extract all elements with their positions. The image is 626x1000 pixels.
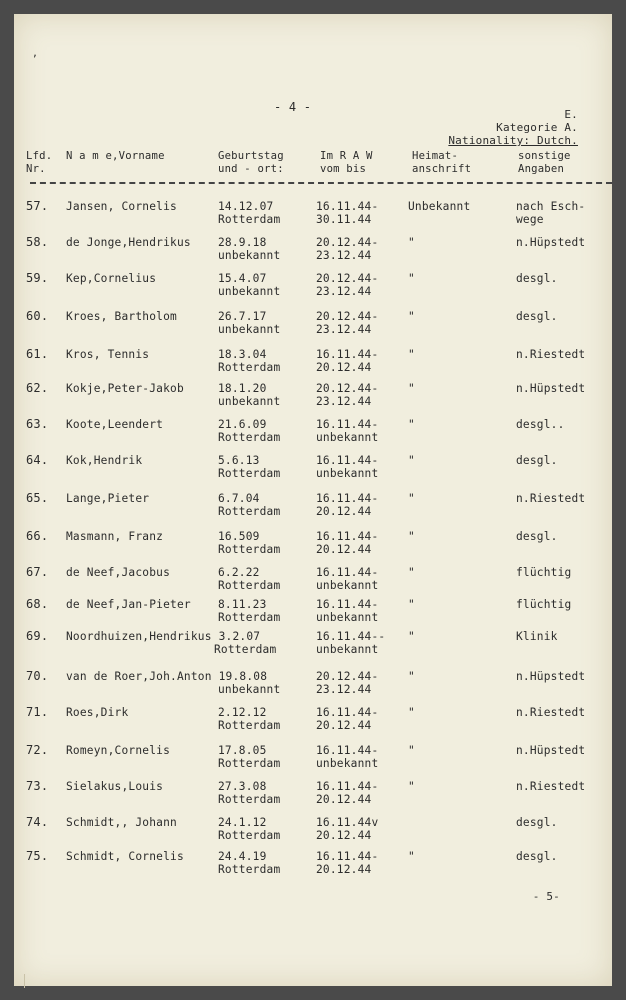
raw-from: 16.11.44- bbox=[316, 706, 379, 719]
home-address: " bbox=[408, 310, 415, 323]
raw-to: 23.12.44 bbox=[316, 395, 372, 408]
row-number: 74. bbox=[26, 815, 49, 829]
list-item bbox=[14, 670, 612, 704]
list-item bbox=[14, 598, 612, 632]
header-nr: Lfd. Nr. bbox=[26, 150, 53, 175]
birth-place: Rotterdam bbox=[218, 579, 281, 592]
person-name: Masmann, Franz bbox=[66, 530, 164, 543]
raw-from: 16.11.44- bbox=[316, 492, 379, 505]
raw-to: 20.12.44 bbox=[316, 719, 372, 732]
page-number: - 4 - bbox=[274, 100, 312, 114]
raw-to: 20.12.44 bbox=[316, 829, 372, 842]
home-address: " bbox=[408, 744, 415, 757]
raw-from: 16.11.44- bbox=[316, 530, 379, 543]
raw-from: 16.11.44- bbox=[316, 850, 379, 863]
raw-to: unbekannt bbox=[316, 431, 379, 444]
raw-from: 16.11.44-- bbox=[316, 630, 386, 643]
birth-date: 8.11.23 bbox=[218, 598, 267, 611]
category-label: Kategorie A. bbox=[496, 121, 578, 134]
home-address: " bbox=[408, 272, 415, 285]
birth-date: 24.1.12 bbox=[218, 816, 267, 829]
birth-date: 6.7.04 bbox=[218, 492, 260, 505]
row-number: 65. bbox=[26, 491, 49, 505]
birth-place: unbekannt bbox=[218, 683, 281, 696]
category-block bbox=[448, 108, 578, 147]
home-address: " bbox=[408, 382, 415, 395]
birth-date: 21.6.09 bbox=[218, 418, 267, 431]
birth-place: unbekannt bbox=[218, 323, 281, 336]
person-name: Kokje,Peter-Jakob bbox=[66, 382, 184, 395]
raw-to: unbekannt bbox=[316, 611, 379, 624]
list-item bbox=[14, 744, 612, 778]
home-address: " bbox=[408, 454, 415, 467]
remarks: desgl. bbox=[516, 530, 558, 543]
raw-to: unbekannt bbox=[316, 643, 379, 656]
birth-date: 15.4.07 bbox=[218, 272, 267, 285]
person-name: Kros, Tennis bbox=[66, 348, 150, 361]
person-name: Lange,Pieter bbox=[66, 492, 150, 505]
remarks: n.Hüpstedt bbox=[516, 382, 586, 395]
list-item bbox=[14, 310, 612, 344]
birth-place: Rotterdam bbox=[218, 467, 281, 480]
birth-place: Rotterdam bbox=[218, 757, 281, 770]
home-address: " bbox=[408, 566, 415, 579]
list-item bbox=[14, 630, 612, 664]
document-page bbox=[14, 14, 612, 986]
list-item bbox=[14, 200, 612, 234]
raw-to: 20.12.44 bbox=[316, 361, 372, 374]
list-item bbox=[14, 236, 612, 270]
raw-from: 20.12.44- bbox=[316, 310, 379, 323]
home-address: " bbox=[408, 670, 415, 683]
home-address: " bbox=[408, 418, 415, 431]
birth-place: unbekannt bbox=[218, 249, 281, 262]
list-item bbox=[14, 566, 612, 600]
person-name: Kep,Cornelius bbox=[66, 272, 157, 285]
raw-from: 16.11.44- bbox=[316, 454, 379, 467]
birth-date: 24.4.19 bbox=[218, 850, 267, 863]
list-item bbox=[14, 492, 612, 526]
remarks: desgl. bbox=[516, 454, 558, 467]
home-address: " bbox=[408, 706, 415, 719]
row-number: 57. bbox=[26, 199, 49, 213]
remarks: desgl. bbox=[516, 272, 558, 285]
home-address: " bbox=[408, 492, 415, 505]
remarks: n.Riestedt bbox=[516, 348, 586, 361]
remarks: flüchtig bbox=[516, 566, 572, 579]
list-item bbox=[14, 530, 612, 564]
list-item bbox=[14, 418, 612, 452]
list-item bbox=[14, 706, 612, 740]
raw-to: 20.12.44 bbox=[316, 505, 372, 518]
home-address: " bbox=[408, 630, 415, 643]
raw-from: 16.11.44- bbox=[316, 200, 379, 213]
row-number: 68. bbox=[26, 597, 49, 611]
person-name: Kok,Hendrik bbox=[66, 454, 143, 467]
dashed-rule bbox=[30, 182, 612, 184]
person-name: Noordhuizen,Hendrikus 3.2.07 bbox=[66, 630, 261, 643]
birth-date: 26.7.17 bbox=[218, 310, 267, 323]
next-page-marker: - 5- bbox=[532, 890, 560, 903]
home-address: " bbox=[408, 530, 415, 543]
raw-to: 23.12.44 bbox=[316, 323, 372, 336]
birth-place: Rotterdam bbox=[218, 719, 281, 732]
birth-date: 6.2.22 bbox=[218, 566, 260, 579]
raw-from: 20.12.44- bbox=[316, 272, 379, 285]
row-number: 64. bbox=[26, 453, 49, 467]
birth-place: Rotterdam bbox=[218, 431, 281, 444]
raw-to: unbekannt bbox=[316, 579, 379, 592]
remarks: n.Hüpstedt bbox=[516, 670, 586, 683]
raw-to: 20.12.44 bbox=[316, 543, 372, 556]
person-name: Schmidt,, Johann bbox=[66, 816, 177, 829]
remarks: nach Esch- wege bbox=[516, 200, 586, 226]
row-number: 60. bbox=[26, 309, 49, 323]
home-address: " bbox=[408, 236, 415, 249]
header-geburt: Geburtstag und - ort: bbox=[218, 150, 284, 175]
row-number: 67. bbox=[26, 565, 49, 579]
birth-place: Rotterdam bbox=[218, 829, 281, 842]
raw-from: 16.11.44- bbox=[316, 566, 379, 579]
list-item bbox=[14, 454, 612, 488]
birth-place: Rotterdam bbox=[218, 505, 281, 518]
birth-place: Rotterdam bbox=[218, 793, 281, 806]
person-name: de Jonge,Hendrikus bbox=[66, 236, 191, 249]
row-number: 58. bbox=[26, 235, 49, 249]
list-item bbox=[14, 272, 612, 306]
raw-to: 30.11.44 bbox=[316, 213, 372, 226]
person-name: Schmidt, Cornelis bbox=[66, 850, 184, 863]
person-name: Kroes, Bartholom bbox=[66, 310, 177, 323]
birth-date: 16.509 bbox=[218, 530, 260, 543]
birth-date: 5.6.13 bbox=[218, 454, 260, 467]
remarks: desgl. bbox=[516, 850, 558, 863]
person-name: de Neef,Jacobus bbox=[66, 566, 171, 579]
birth-place: unbekannt bbox=[218, 395, 281, 408]
raw-to: unbekannt bbox=[316, 467, 379, 480]
row-number: 72. bbox=[26, 743, 49, 757]
birth-date: 28.9.18 bbox=[218, 236, 267, 249]
row-number: 70. bbox=[26, 669, 49, 683]
remarks: n.Riestedt bbox=[516, 706, 586, 719]
remarks: n.Riestedt bbox=[516, 492, 586, 505]
remarks: desgl.. bbox=[516, 418, 565, 431]
raw-to: 20.12.44 bbox=[316, 793, 372, 806]
raw-from: 20.12.44- bbox=[316, 670, 379, 683]
remarks: flüchtig bbox=[516, 598, 572, 611]
remarks: desgl. bbox=[516, 310, 558, 323]
birth-date: 18.3.04 bbox=[218, 348, 267, 361]
person-name: Jansen, Cornelis bbox=[66, 200, 177, 213]
remarks: n.Hüpstedt bbox=[516, 744, 586, 757]
person-name: Roes,Dirk bbox=[66, 706, 129, 719]
raw-from: 16.11.44- bbox=[316, 598, 379, 611]
row-number: 71. bbox=[26, 705, 49, 719]
raw-from: 20.12.44- bbox=[316, 236, 379, 249]
list-item bbox=[14, 850, 612, 884]
row-number: 59. bbox=[26, 271, 49, 285]
remarks: Klinik bbox=[516, 630, 558, 643]
margin-mark: , bbox=[32, 48, 39, 59]
home-address: " bbox=[408, 348, 415, 361]
row-number: 63. bbox=[26, 417, 49, 431]
header-name: N a m e,Vorname bbox=[66, 150, 165, 162]
person-name: van de Roer,Joh.Anton 19.8.08 bbox=[66, 670, 268, 683]
raw-from: 20.12.44- bbox=[316, 382, 379, 395]
raw-from: 16.11.44- bbox=[316, 418, 379, 431]
raw-from: 16.11.44v bbox=[316, 816, 379, 829]
birth-date: 14.12.07 bbox=[218, 200, 274, 213]
list-item bbox=[14, 780, 612, 814]
row-number: 73. bbox=[26, 779, 49, 793]
paper-fold bbox=[24, 974, 33, 988]
raw-to: 23.12.44 bbox=[316, 683, 372, 696]
person-name: Koote,Leendert bbox=[66, 418, 164, 431]
raw-from: 16.11.44- bbox=[316, 780, 379, 793]
birth-place: unbekannt bbox=[218, 285, 281, 298]
remarks: n.Hüpstedt bbox=[516, 236, 586, 249]
header-heimat: Heimat- anschrift bbox=[412, 150, 472, 175]
category-letter: E. bbox=[564, 108, 578, 121]
birth-date: 27.3.08 bbox=[218, 780, 267, 793]
home-address: " bbox=[408, 850, 415, 863]
row-number: 69. bbox=[26, 629, 49, 643]
row-number: 75. bbox=[26, 849, 49, 863]
row-number: 61. bbox=[26, 347, 49, 361]
birth-date: 18.1.20 bbox=[218, 382, 267, 395]
remarks: n.Riestedt bbox=[516, 780, 586, 793]
list-item bbox=[14, 348, 612, 382]
birth-place: Rotterdam bbox=[218, 213, 281, 226]
row-number: 66. bbox=[26, 529, 49, 543]
raw-to: unbekannt bbox=[316, 757, 379, 770]
header-sonst: sonstige Angaben bbox=[518, 150, 571, 175]
birth-place: Rotterdam bbox=[218, 611, 281, 624]
raw-from: 16.11.44- bbox=[316, 348, 379, 361]
person-name: de Neef,Jan-Pieter bbox=[66, 598, 191, 611]
home-address: " bbox=[408, 598, 415, 611]
raw-to: 23.12.44 bbox=[316, 285, 372, 298]
raw-to: 23.12.44 bbox=[316, 249, 372, 262]
birth-date: 17.8.05 bbox=[218, 744, 267, 757]
row-number: 62. bbox=[26, 381, 49, 395]
nationality-label: Nationality: Dutch. bbox=[448, 134, 578, 147]
home-address: Unbekannt bbox=[408, 200, 471, 213]
list-item bbox=[14, 816, 612, 850]
birth-place: Rotterdam bbox=[218, 863, 281, 876]
person-name: Romeyn,Cornelis bbox=[66, 744, 171, 757]
birth-date: 2.12.12 bbox=[218, 706, 267, 719]
list-item bbox=[14, 382, 612, 416]
birth-place: Rotterdam bbox=[218, 361, 281, 374]
birth-place: Rotterdam bbox=[214, 643, 277, 656]
header-raw: Im R A W vom bis bbox=[320, 150, 373, 175]
person-name: Sielakus,Louis bbox=[66, 780, 164, 793]
raw-to: 20.12.44 bbox=[316, 863, 372, 876]
raw-from: 16.11.44- bbox=[316, 744, 379, 757]
home-address: " bbox=[408, 780, 415, 793]
remarks: desgl. bbox=[516, 816, 558, 829]
birth-place: Rotterdam bbox=[218, 543, 281, 556]
